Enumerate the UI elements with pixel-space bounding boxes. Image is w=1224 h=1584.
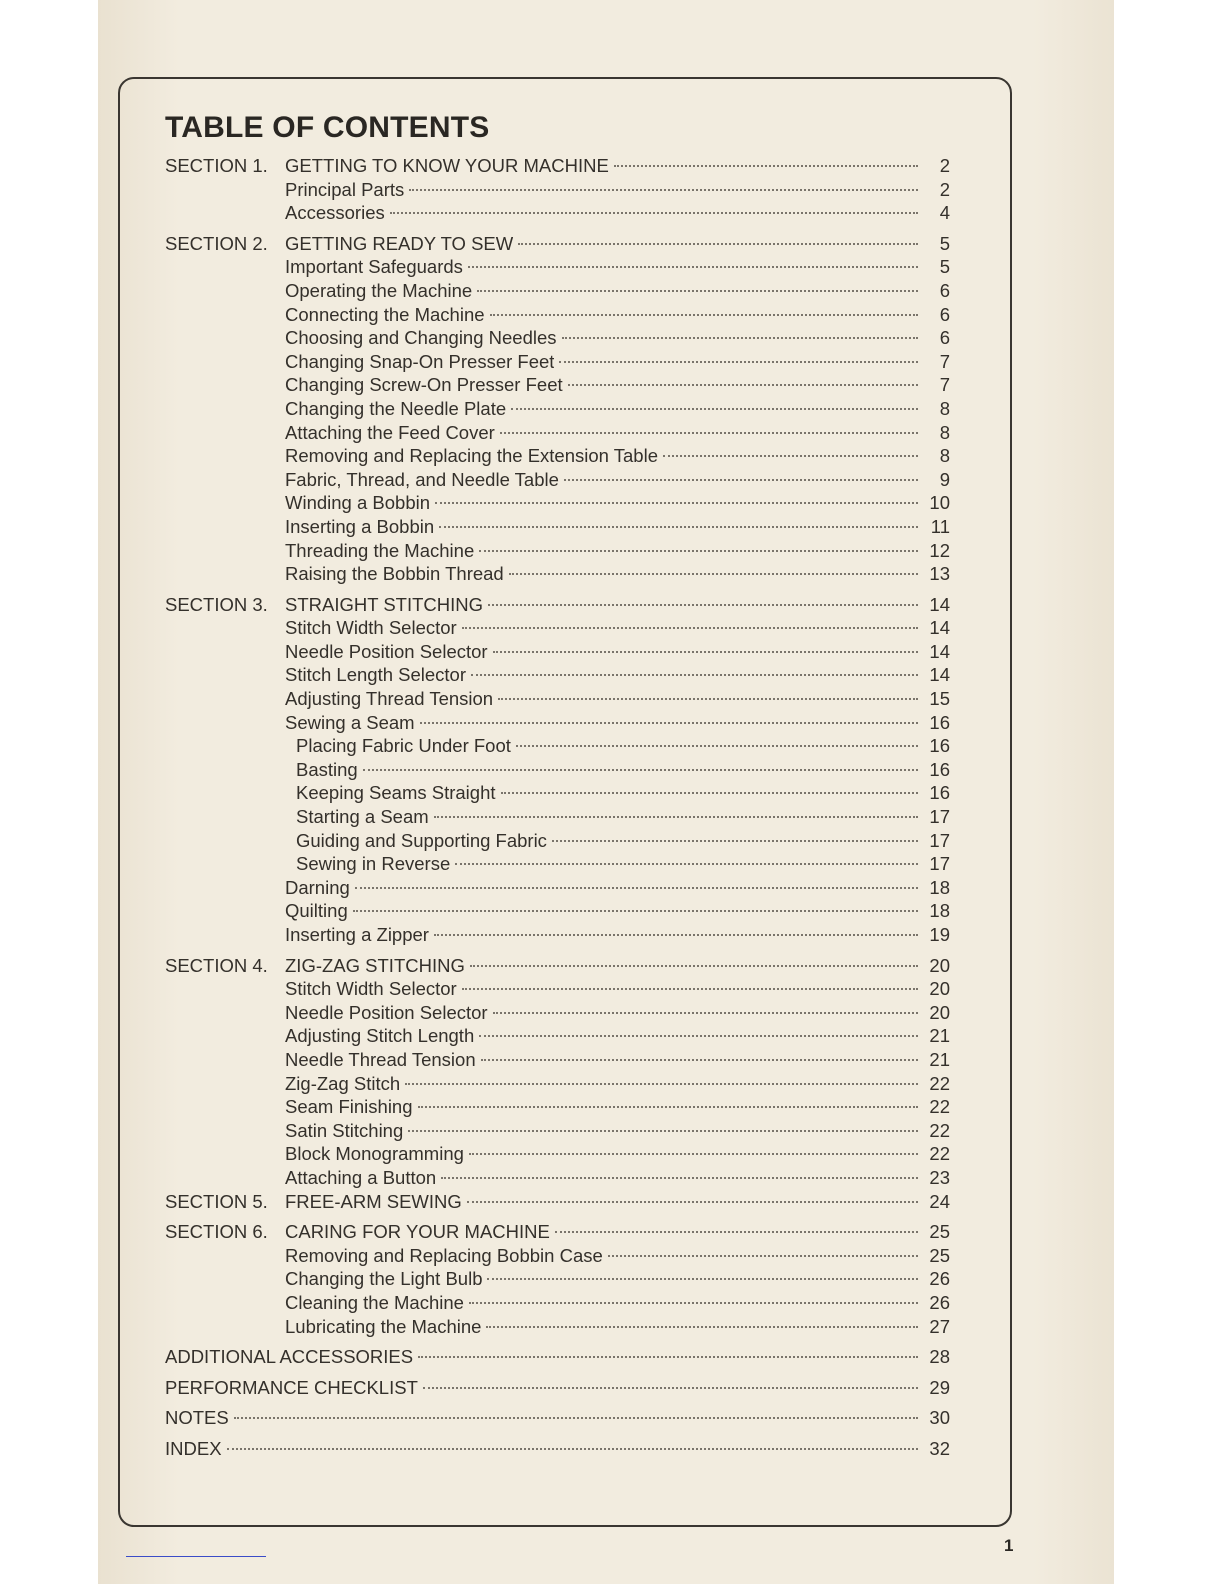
entry-title: Needle Position Selector <box>285 1001 488 1023</box>
dot-leader <box>469 1153 918 1155</box>
entry-page-number: 22 <box>929 1143 950 1165</box>
entry-page-number: 14 <box>929 664 950 686</box>
entry-title: Stitch Width Selector <box>285 617 457 639</box>
toc-subsection-entry <box>165 1244 950 1268</box>
toc-subsection-entry <box>165 1024 950 1048</box>
entry-page-number: 32 <box>929 1437 950 1459</box>
dot-leader <box>462 988 918 990</box>
entry-page-number: 14 <box>929 640 950 662</box>
dot-leader <box>470 965 918 967</box>
toc-subsection-entry <box>165 616 950 640</box>
dot-leader <box>467 1201 918 1203</box>
entry-title: Attaching the Feed Cover <box>285 421 495 443</box>
dot-leader <box>481 1059 918 1061</box>
entry-page-number: 2 <box>939 155 950 176</box>
entry-page-number: 11 <box>930 515 950 537</box>
toc-subsection-entry <box>165 1142 950 1166</box>
entry-page-number: 16 <box>929 758 950 780</box>
dot-leader <box>420 722 918 724</box>
toc-section-heading <box>165 954 950 978</box>
entry-title: NOTES <box>165 1407 229 1429</box>
toc-subsection-entry <box>165 444 950 468</box>
toc-subsection-entry <box>165 255 950 279</box>
entry-page-number: 17 <box>929 829 950 851</box>
entry-title: Needle Position Selector <box>285 640 488 662</box>
entry-page-number: 2 <box>939 178 950 200</box>
toc-subsection-entry <box>165 663 950 687</box>
entry-page-number: 7 <box>939 350 950 372</box>
entry-title: Stitch Width Selector <box>285 978 457 1000</box>
dot-leader <box>477 290 918 292</box>
toc-subsubsection-entry <box>165 734 950 758</box>
toc-top-level-entry <box>165 1376 950 1400</box>
entry-title: STRAIGHT STITCHING <box>285 593 484 615</box>
entry-title: Adjusting Thread Tension <box>285 688 494 710</box>
toc-subsection-entry <box>165 923 950 947</box>
entry-page-number: 26 <box>929 1291 950 1313</box>
toc-subsection-entry <box>165 421 950 445</box>
entry-title: Lubricating the Machine <box>285 1315 482 1337</box>
dot-leader <box>552 840 918 842</box>
dot-leader <box>479 1035 918 1037</box>
dot-leader <box>418 1356 918 1358</box>
toc-subsection-entry <box>165 303 950 327</box>
table-of-contents <box>165 154 950 1460</box>
entry-page-number: 8 <box>939 421 950 443</box>
entry-page-number: 16 <box>929 782 950 804</box>
dot-leader <box>501 792 918 794</box>
entry-page-number: 21 <box>929 1025 950 1047</box>
section-number: SECTION 5. <box>165 1190 268 1212</box>
entry-page-number: 6 <box>939 279 950 301</box>
entry-title: Changing the Light Bulb <box>285 1268 483 1290</box>
entry-title: Darning <box>285 876 350 898</box>
entry-page-number: 20 <box>929 954 950 976</box>
entry-title: Placing Fabric Under Foot <box>296 735 511 757</box>
entry-page-number: 22 <box>929 1119 950 1141</box>
entry-page-number: 5 <box>939 256 950 278</box>
entry-page-number: 27 <box>929 1315 950 1337</box>
entry-page-number: 17 <box>929 853 950 875</box>
dot-leader <box>441 1177 918 1179</box>
entry-title: GETTING TO KNOW YOUR MACHINE <box>285 155 609 176</box>
dot-leader <box>353 910 918 912</box>
toc-subsection-entry <box>165 539 950 563</box>
dot-leader <box>487 1278 918 1280</box>
entry-page-number: 20 <box>929 978 950 1000</box>
dot-leader <box>227 1448 918 1450</box>
entry-title: Removing and Replacing Bobbin Case <box>285 1244 603 1266</box>
entry-title: ADDITIONAL ACCESSORIES <box>165 1346 414 1368</box>
toc-subsubsection-entry <box>165 805 950 829</box>
dot-leader <box>423 1387 918 1389</box>
dot-leader <box>493 651 918 653</box>
entry-page-number: 22 <box>929 1072 950 1094</box>
dot-leader <box>663 455 918 457</box>
dot-leader <box>434 934 918 936</box>
entry-page-number: 8 <box>939 397 950 419</box>
entry-page-number: 13 <box>929 563 950 585</box>
entry-page-number: 4 <box>939 202 950 224</box>
dot-leader <box>500 432 918 434</box>
dot-leader <box>509 573 918 575</box>
entry-title: GETTING READY TO SEW <box>285 232 514 254</box>
toc-subsection-entry <box>165 1072 950 1096</box>
toc-subsubsection-entry <box>165 829 950 853</box>
entry-page-number: 16 <box>929 711 950 733</box>
entry-page-number: 29 <box>929 1376 950 1398</box>
dot-leader <box>455 863 918 865</box>
entry-page-number: 6 <box>939 303 950 325</box>
entry-page-number: 19 <box>929 924 950 945</box>
dot-leader <box>479 550 918 552</box>
entry-title: Keeping Seams Straight <box>296 782 496 804</box>
toc-subsection-entry <box>165 687 950 711</box>
entry-page-number: 26 <box>929 1268 950 1290</box>
dot-leader <box>234 1417 918 1419</box>
entry-title: Connecting the Machine <box>285 303 485 325</box>
section-number: SECTION 2. <box>165 232 268 254</box>
toc-subsection-entry <box>165 1166 950 1190</box>
toc-subsection-entry <box>165 1315 950 1339</box>
entry-page-number: 25 <box>929 1221 950 1243</box>
toc-subsection-entry <box>165 350 950 374</box>
toc-section-heading <box>165 1190 950 1214</box>
entry-title: Zig-Zag Stitch <box>285 1072 401 1094</box>
dot-leader <box>608 1255 918 1257</box>
entry-page-number: 24 <box>929 1190 950 1212</box>
page-number: 1 <box>1004 1536 1014 1555</box>
entry-title: Basting <box>296 758 358 780</box>
toc-subsection-entry <box>165 397 950 421</box>
toc-subsection-entry <box>165 1267 950 1291</box>
entry-title: Raising the Bobbin Thread <box>285 563 504 585</box>
dot-leader <box>488 604 918 606</box>
toc-subsection-entry <box>165 1001 950 1025</box>
dot-leader <box>559 361 918 363</box>
entry-page-number: 14 <box>929 617 950 639</box>
entry-title: Threading the Machine <box>285 539 475 561</box>
dot-leader <box>471 674 918 676</box>
dot-leader <box>564 479 918 481</box>
entry-page-number: 7 <box>939 374 950 396</box>
toc-section-heading <box>165 154 950 178</box>
toc-subsubsection-entry <box>165 781 950 805</box>
entry-title: Needle Thread Tension <box>285 1048 476 1070</box>
dot-leader <box>469 1302 918 1304</box>
entry-page-number: 12 <box>929 539 950 561</box>
dot-leader <box>493 1012 918 1014</box>
entry-title: Seam Finishing <box>285 1096 413 1118</box>
entry-page-number: 14 <box>929 593 950 615</box>
entry-page-number: 10 <box>929 492 950 514</box>
dot-leader <box>434 816 918 818</box>
entry-page-number: 23 <box>929 1166 950 1188</box>
entry-title: Sewing in Reverse <box>296 853 451 875</box>
toc-subsection-entry <box>165 491 950 515</box>
dot-leader <box>363 769 918 771</box>
dot-leader <box>435 502 918 504</box>
entry-title: Removing and Replacing the Extension Table <box>285 445 658 467</box>
entry-title: CARING FOR YOUR MACHINE <box>285 1221 550 1243</box>
entry-title: INDEX <box>165 1437 222 1459</box>
entry-page-number: 28 <box>929 1346 950 1368</box>
entry-page-number: 5 <box>939 232 950 254</box>
entry-title: Adjusting Stitch Length <box>285 1025 475 1047</box>
toc-subsection-entry <box>165 279 950 303</box>
toc-subsection-entry <box>165 468 950 492</box>
entry-title: FREE-ARM SEWING <box>285 1190 462 1212</box>
entry-title: Operating the Machine <box>285 279 473 301</box>
entry-page-number: 15 <box>929 688 950 710</box>
dot-leader <box>486 1326 918 1328</box>
entry-title: Quilting <box>285 900 348 922</box>
toc-subsubsection-entry <box>165 852 950 876</box>
entry-title: Changing Screw-On Presser Feet <box>285 374 563 396</box>
dot-leader <box>408 1130 918 1132</box>
dot-leader <box>568 384 918 386</box>
entry-page-number: 6 <box>939 327 950 349</box>
dot-leader <box>390 212 918 214</box>
entry-title: Winding a Bobbin <box>285 492 431 514</box>
entry-page-number: 18 <box>929 876 950 898</box>
dot-leader <box>462 627 918 629</box>
toc-subsection-entry <box>165 1291 950 1315</box>
entry-title: Principal Parts <box>285 178 405 200</box>
page-title: TABLE OF CONTENTS <box>165 111 490 144</box>
dot-leader <box>516 745 918 747</box>
toc-subsection-entry <box>165 1048 950 1072</box>
entry-title: Choosing and Changing Needles <box>285 327 557 349</box>
dot-leader <box>439 526 918 528</box>
toc-subsection-entry <box>165 1119 950 1143</box>
section-number: SECTION 6. <box>165 1221 268 1243</box>
toc-subsubsection-entry <box>165 758 950 782</box>
entry-title: Important Safeguards <box>285 256 463 278</box>
toc-section-heading <box>165 1220 950 1244</box>
entry-title: PERFORMANCE CHECKLIST <box>165 1376 418 1398</box>
entry-page-number: 21 <box>929 1048 950 1070</box>
dot-leader <box>468 266 918 268</box>
entry-title: Cleaning the Machine <box>285 1291 464 1313</box>
entry-title: Block Monogramming <box>285 1143 464 1165</box>
toc-subsection-entry <box>165 515 950 539</box>
entry-title: Inserting a Bobbin <box>285 515 435 537</box>
entry-page-number: 8 <box>939 445 950 467</box>
entry-page-number: 18 <box>929 900 950 922</box>
dot-leader <box>511 408 918 410</box>
entry-title: Guiding and Supporting Fabric <box>296 829 547 851</box>
entry-title: ZIG-ZAG STITCHING <box>285 954 465 976</box>
toc-top-level-entry <box>165 1437 950 1461</box>
toc-subsection-entry <box>165 373 950 397</box>
toc-top-level-entry <box>165 1345 950 1369</box>
entry-page-number: 20 <box>929 1001 950 1023</box>
toc-top-level-entry <box>165 1406 950 1430</box>
toc-subsection-entry <box>165 876 950 900</box>
toc-subsection-entry <box>165 977 950 1001</box>
entry-page-number: 25 <box>929 1244 950 1266</box>
entry-page-number: 30 <box>929 1407 950 1429</box>
entry-title: Changing the Needle Plate <box>285 397 507 419</box>
entry-page-number: 17 <box>929 806 950 828</box>
dot-leader <box>355 887 918 889</box>
entry-page-number: 22 <box>929 1096 950 1118</box>
entry-title: Satin Stitching <box>285 1119 404 1141</box>
toc-subsection-entry <box>165 711 950 735</box>
entry-title: Starting a Seam <box>296 806 429 828</box>
entry-title: Fabric, Thread, and Needle Table <box>285 468 559 490</box>
section-number: SECTION 1. <box>165 155 268 176</box>
dot-leader <box>518 243 918 245</box>
dot-leader <box>555 1231 918 1233</box>
dot-leader <box>498 698 918 700</box>
toc-subsection-entry <box>165 178 950 202</box>
entry-page-number: 16 <box>929 735 950 757</box>
toc-subsection-entry <box>165 640 950 664</box>
dot-leader <box>614 165 918 167</box>
toc-section-heading <box>165 593 950 617</box>
entry-title: Accessories <box>285 202 385 224</box>
section-number: SECTION 3. <box>165 593 268 615</box>
dot-leader <box>405 1083 918 1085</box>
toc-subsection-entry <box>165 1095 950 1119</box>
entry-title: Inserting a Zipper <box>285 924 429 945</box>
entry-title: Sewing a Seam <box>285 711 415 733</box>
entry-page-number: 9 <box>939 468 950 490</box>
toc-subsection-entry <box>165 326 950 350</box>
dot-leader <box>418 1106 918 1108</box>
entry-title: Attaching a Button <box>285 1166 437 1188</box>
entry-title: Stitch Length Selector <box>285 664 466 686</box>
link-underline-mark <box>126 1556 266 1557</box>
entry-title: Changing Snap-On Presser Feet <box>285 350 555 372</box>
toc-section-heading <box>165 232 950 256</box>
toc-subsection-entry <box>165 201 950 225</box>
toc-subsection-entry <box>165 562 950 586</box>
section-number: SECTION 4. <box>165 954 268 976</box>
dot-leader <box>409 189 918 191</box>
dot-leader <box>490 314 918 316</box>
dot-leader <box>562 337 918 339</box>
toc-subsection-entry <box>165 899 950 923</box>
